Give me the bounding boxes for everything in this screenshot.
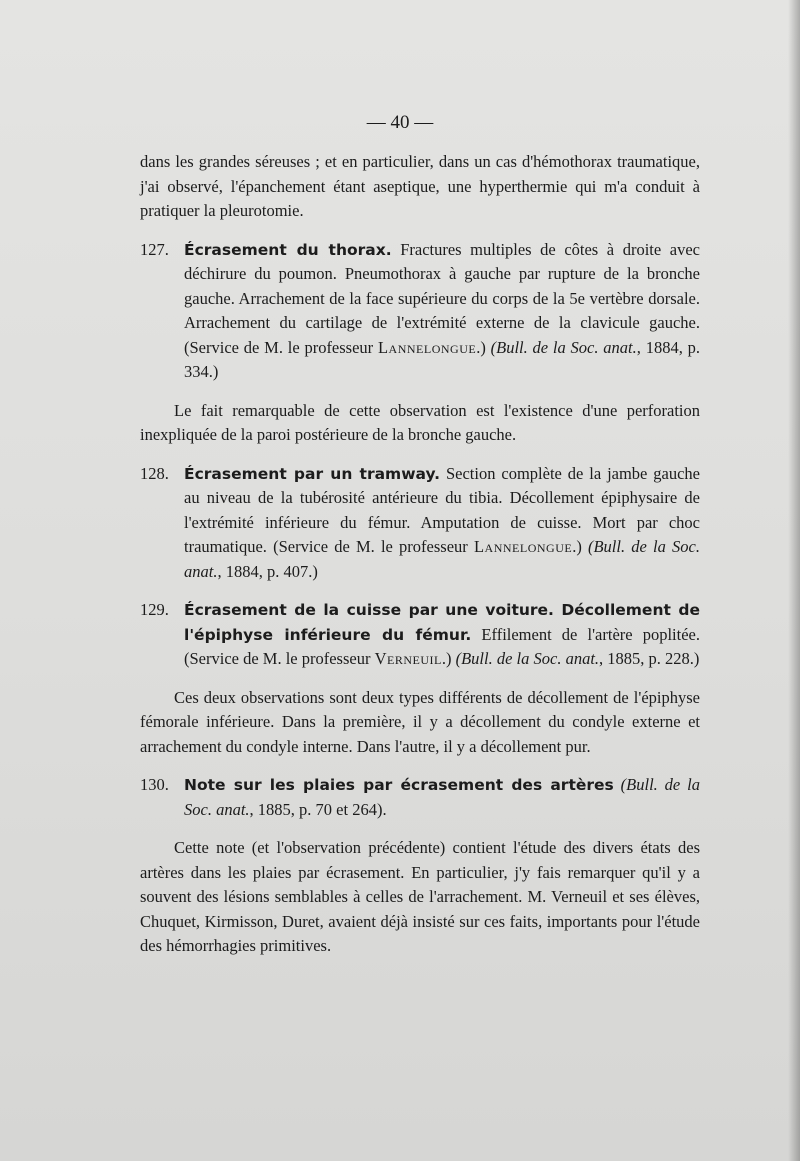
entry-ref-end: , 1884, p. 407.)	[217, 561, 318, 581]
entry-body	[184, 462, 700, 585]
page-number: — 40 —	[366, 112, 434, 133]
entry-title: Écrasement de la cuisse par une voiture. Décollement de l'épiphyse inférieure du fémur.	[184, 601, 700, 644]
entry-text	[614, 775, 621, 794]
entry-title: Note sur les plaies par écrasement des artères	[184, 776, 614, 794]
entry-127	[140, 238, 700, 385]
entry-number: 128.	[140, 463, 169, 483]
entry-ref: (Bull. de la Soc. anat.	[184, 537, 700, 581]
entry-text: Section complète de la jambe gauche au niveau de la tubérosité antérieure du tibia. Décollement épiphysaire de l'extrémité inférieure du fémur. Amputation de cuisse. Mort par choc traumatique. (Service de M. le professeur	[184, 463, 701, 556]
entry-128	[140, 462, 700, 585]
entry-text: Effilement de l'artère poplitée. (Service de M. le professeur	[184, 624, 700, 668]
commentary-127: Le fait remarquable de cette observation est l'existence d'une perforation inexpliquée de la paroi postérieure de la bronche gauche.	[140, 400, 700, 444]
entry-title: Écrasement du thorax.	[184, 240, 392, 259]
entry-ref: (Bull. de la Soc. anat.	[490, 337, 637, 357]
commentary-130: Cette note (et l'observation précédente) contient l'étude des divers états des artères dans les plaies par écrasement. En particulier, j'y fais remarquer qu'il y a souvent des lésions semblables à celles de l'arrachement. M. Verneuil et ses élèves, Chuquet, Kirmisson, Duret, avaient déjà insisté sur ces faits, importants pour l'étude des hémorrhagies primitives.	[140, 838, 700, 955]
intro-paragraph: dans les grandes séreuses ; et en particulier, dans un cas d'hémothorax traumatique, j'ai observé, l'épanchement étant aseptique, une hyperthermie qui m'a conduit à pratiquer la pleurotomie.	[140, 152, 700, 220]
entry-number: 127.	[140, 239, 169, 259]
entry-after-author: .)	[572, 537, 588, 556]
entry-ref-end: , 1885, p. 228.)	[599, 649, 700, 668]
entry-after-author: .)	[441, 649, 456, 668]
entry-author: Verneuil	[374, 649, 442, 668]
entry-after-author: .)	[476, 337, 491, 357]
entry-ref: (Bull. de la Soc. anat.	[455, 649, 600, 668]
entry-number: 129.	[140, 600, 169, 619]
entry-ref-end: , 1884, p. 334.)	[184, 337, 700, 381]
entry-body	[184, 598, 700, 672]
entry-130	[140, 773, 700, 822]
entry-author: Lannelongue	[377, 337, 477, 357]
entry-ref: (Bull. de la Soc. anat.	[184, 775, 700, 819]
entry-body	[184, 238, 700, 385]
entry-title: Écrasement par un tramway.	[184, 464, 441, 483]
entry-author: Lannelongue	[473, 537, 573, 556]
commentary-129: Ces deux observations sont deux types différents de décollement de l'épiphyse fémorale inférieure. Dans la première, il y a décollement du condyle externe et arrachement du condyle interne. Dans l'autre, il y a décollement pur.	[140, 687, 700, 756]
page-content	[140, 150, 700, 959]
entry-ref-end: , 1885, p. 70 et 264).	[249, 799, 387, 819]
entry-body	[184, 773, 700, 822]
entry-number: 130.	[140, 775, 169, 794]
entry-129	[140, 598, 700, 672]
entry-text: Fractures multiples de côtes à droite avec déchirure du poumon. Pneumothorax à gauche par rupture de la bronche gauche. Arrachement de la face supérieure du corps de la 5e vertèbre dorsale. Arrachement du cartilage de l'extrémité externe de la clavicule gauche. (Service de M. le professeur	[184, 239, 700, 357]
